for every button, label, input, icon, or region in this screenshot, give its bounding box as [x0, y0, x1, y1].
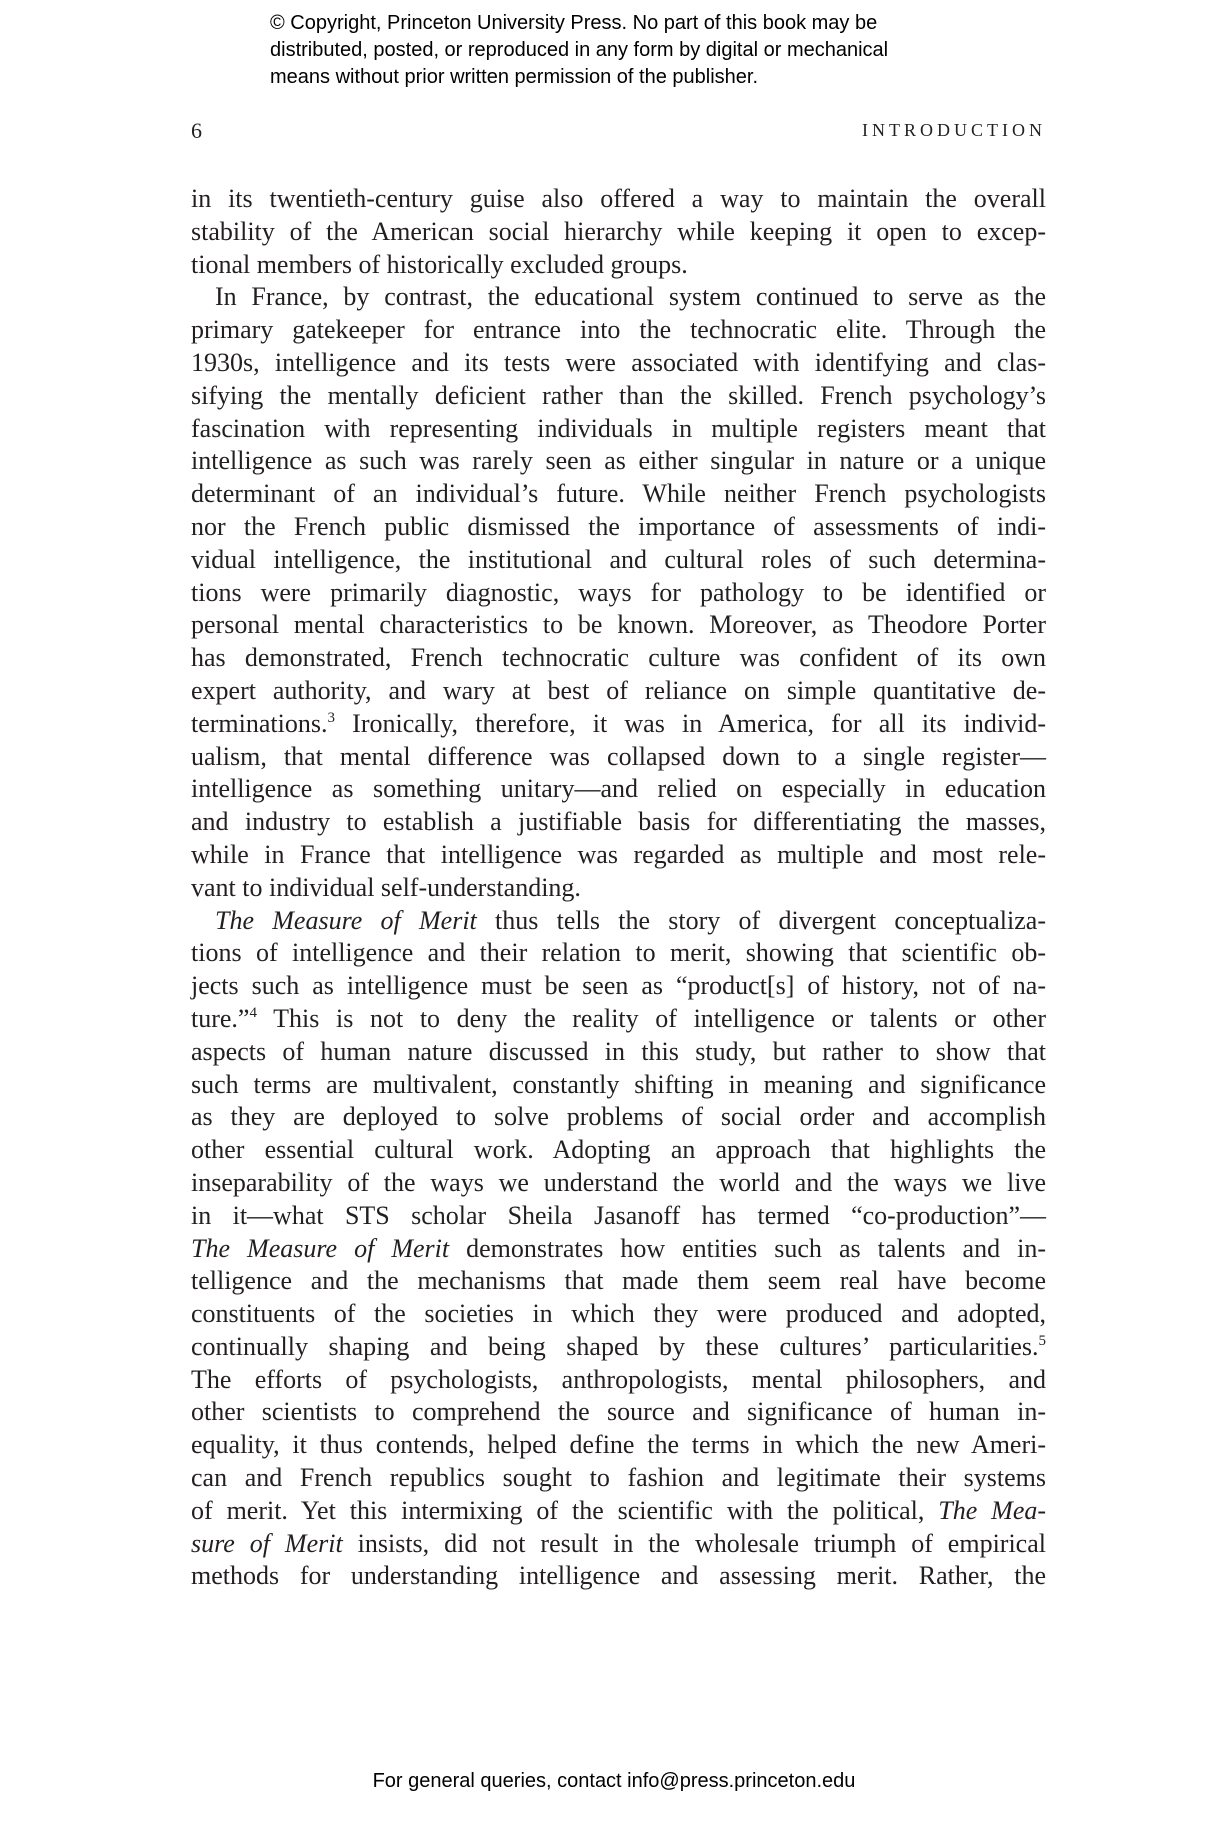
- text-line: [191, 675, 1046, 708]
- text-segment: expert authority, and wary at best of reliance on simple quantitative de-: [191, 675, 1046, 705]
- text-line: [191, 708, 1046, 741]
- text-segment: can and French republics sought to fashion and legitimate their systems: [191, 1463, 1046, 1493]
- text-line: [191, 1495, 1046, 1528]
- text-line: [191, 511, 1046, 544]
- text-segment: ture.”: [191, 1003, 250, 1033]
- text-line: [191, 1167, 1046, 1200]
- footnote-marker[interactable]: 4: [249, 1004, 257, 1021]
- italic-title: sure of Merit: [191, 1528, 343, 1558]
- text-segment: telligence and the mechanisms that made them seem real have become: [191, 1266, 1046, 1296]
- text-segment: intelligence as something unitary—and relied on especially in education: [191, 774, 1046, 804]
- text-segment: has demonstrated, French technocratic culture was confident of its own: [191, 643, 1046, 673]
- copyright-line: © Copyright, Princeton University Press. No part of this book may be: [270, 12, 878, 34]
- text-segment: personal mental characteristics to be known. Moreover, as Theodore Porter: [191, 610, 1046, 640]
- text-segment: as they are deployed to solve problems of social order and accomplish: [191, 1102, 1046, 1132]
- copyright-notice: [270, 10, 888, 91]
- text-line: [191, 1462, 1046, 1495]
- text-segment: In France, by contrast, the educational system continued to serve as the: [215, 282, 1046, 312]
- text-line: [191, 609, 1046, 642]
- text-segment: ualism, that mental difference was collapsed down to a single register—: [191, 741, 1046, 771]
- text-line: [191, 183, 1046, 216]
- italic-title: The Measure of Merit: [215, 905, 477, 935]
- text-segment: stability of the American social hierarchy while keeping it open to excep-: [191, 216, 1046, 246]
- copyright-line: means without prior written permission of the publisher.: [270, 66, 759, 88]
- text-segment: tional members of historically excluded groups.: [191, 249, 688, 279]
- text-line: [191, 937, 1046, 970]
- footnote-marker[interactable]: 5: [1038, 1332, 1046, 1349]
- text-segment: Ironically, therefore, it was in America, for all its individ-: [334, 708, 1046, 738]
- italic-title: The Mea-: [938, 1495, 1047, 1525]
- text-segment: such terms are multivalent, constantly shifting in meaning and significance: [191, 1069, 1046, 1099]
- text-segment: other essential cultural work. Adopting an approach that highlights the: [191, 1135, 1046, 1165]
- text-line: [191, 347, 1046, 380]
- text-segment: demonstrates how entities such as talents and in-: [449, 1233, 1046, 1263]
- text-segment: jects such as intelligence must be seen as “product[s] of history, not of na-: [191, 971, 1046, 1001]
- text-segment: of merit. Yet this intermixing of the scientific with the political,: [191, 1495, 939, 1525]
- text-line: [191, 380, 1046, 413]
- text-segment: and industry to establish a justifiable basis for differentiating the masses,: [191, 807, 1046, 837]
- copyright-line: distributed, posted, or reproduced in any form by digital or mechanical: [270, 39, 889, 61]
- text-segment: while in France that intelligence was regarded as multiple and most rele-: [191, 839, 1046, 869]
- text-segment: continually shaping and being shaped by these cultures’ particularities.: [191, 1331, 1039, 1361]
- text-segment: insists, did not result in the wholesale triumph of empirical: [342, 1528, 1046, 1558]
- italic-title: The Measure of Merit: [191, 1233, 450, 1263]
- text-line: [191, 970, 1046, 1003]
- text-segment: terminations.: [191, 708, 328, 738]
- page-number: 6: [191, 118, 202, 143]
- text-segment: other scientists to comprehend the source and significance of human in-: [191, 1397, 1046, 1427]
- text-segment: sifying the mentally deficient rather than the skilled. French psychology’s: [191, 380, 1046, 410]
- text-line: [191, 314, 1046, 347]
- text-line: [191, 577, 1046, 610]
- text-line: [191, 1101, 1046, 1134]
- text-line: [191, 905, 1046, 938]
- text-line: [191, 216, 1046, 249]
- text-segment: methods for understanding intelligence and assessing merit. Rather, the: [191, 1561, 1046, 1591]
- text-line: [191, 1134, 1046, 1167]
- text-line: [191, 249, 1046, 282]
- text-segment: equality, it thus contends, helped define the terms in which the new Ameri-: [191, 1430, 1046, 1460]
- text-segment: determinant of an individual’s future. While neither French psychologists: [191, 479, 1046, 509]
- text-line: [191, 1396, 1046, 1429]
- text-line: [191, 1429, 1046, 1462]
- text-segment: thus tells the story of divergent conceptualiza-: [476, 905, 1046, 935]
- running-head: [191, 118, 1046, 148]
- section-title: INTRODUCTION: [862, 120, 1046, 140]
- text-segment: constituents of the societies in which they were produced and adopted,: [191, 1299, 1046, 1329]
- text-line: [191, 1331, 1046, 1364]
- text-segment: The efforts of psychologists, anthropologists, mental philosophers, and: [191, 1364, 1046, 1394]
- body-text: [191, 183, 1046, 1593]
- text-line: [191, 773, 1046, 806]
- text-line: [191, 872, 1046, 905]
- text-segment: vant to individual self-understanding.: [191, 872, 581, 902]
- text-line: [191, 1298, 1046, 1331]
- text-line: [191, 1069, 1046, 1102]
- text-line: [191, 445, 1046, 478]
- text-segment: intelligence as such was rarely seen as either singular in nature or a unique: [191, 446, 1046, 476]
- text-line: [191, 544, 1046, 577]
- footnote-marker[interactable]: 3: [327, 709, 335, 726]
- text-line: [191, 1364, 1046, 1397]
- text-line: [191, 1200, 1046, 1233]
- text-segment: nor the French public dismissed the importance of assessments of indi-: [191, 511, 1046, 541]
- text-segment: in it—what STS scholar Sheila Jasanoff has termed “co-production”—: [191, 1200, 1046, 1230]
- text-line: [191, 413, 1046, 446]
- text-line: [191, 741, 1046, 774]
- text-line: [191, 1560, 1046, 1593]
- text-segment: primary gatekeeper for entrance into the technocratic elite. Through the: [191, 315, 1046, 345]
- text-line: [191, 1528, 1046, 1561]
- text-line: [191, 281, 1046, 314]
- text-segment: aspects of human nature discussed in this study, but rather to show that: [191, 1036, 1046, 1066]
- text-segment: in its twentieth-century guise also offered a way to maintain the overall: [191, 184, 1046, 213]
- text-line: [191, 1036, 1046, 1069]
- text-line: [191, 1233, 1046, 1266]
- footer-contact: For general queries, contact info@press.princeton.edu: [372, 1770, 856, 1792]
- text-segment: This is not to deny the reality of intelligence or talents or other: [256, 1003, 1046, 1033]
- text-line: [191, 1003, 1046, 1036]
- text-line: [191, 478, 1046, 511]
- text-line: [191, 806, 1046, 839]
- text-segment: inseparability of the ways we understand the world and the ways we live: [191, 1167, 1046, 1197]
- text-segment: vidual intelligence, the institutional and cultural roles of such determina-: [191, 544, 1046, 574]
- text-line: [191, 1265, 1046, 1298]
- text-segment: 1930s, intelligence and its tests were associated with identifying and clas-: [191, 347, 1046, 377]
- text-line: [191, 839, 1046, 872]
- text-line: [191, 642, 1046, 675]
- text-segment: fascination with representing individuals in multiple registers meant that: [191, 413, 1046, 443]
- text-segment: tions were primarily diagnostic, ways for pathology to be identified or: [191, 577, 1046, 607]
- text-segment: tions of intelligence and their relation to merit, showing that scientific ob-: [191, 938, 1046, 968]
